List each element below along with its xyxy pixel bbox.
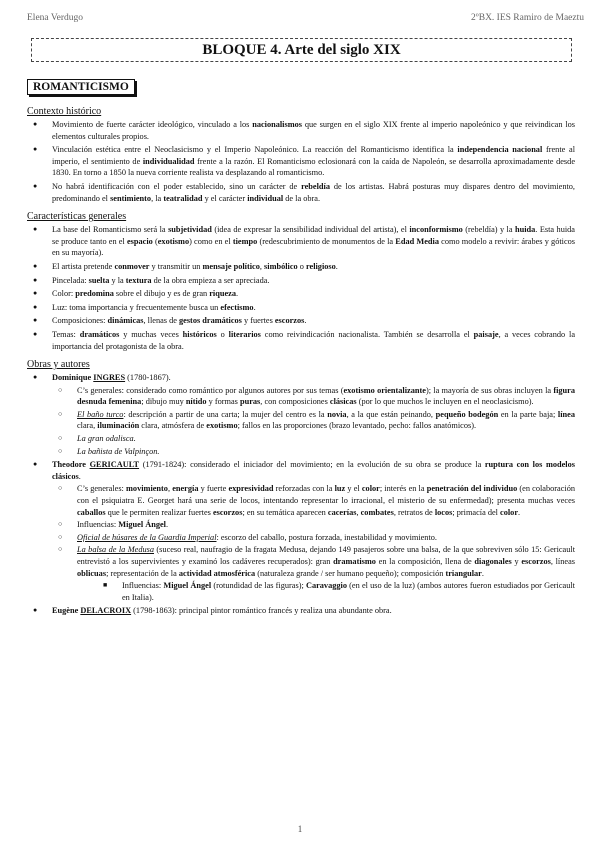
list-item: ● Pincelada: suelta y la textura de la obra empieza a ser apreciada.: [27, 275, 575, 287]
list-item: ○ La gran odalisca.: [52, 433, 575, 445]
list-item: ■ Influencias: Miguel Ángel (rotundidad de las figuras); Caravaggio (en el uso de la luz) (ambos autores fueron estudiados por Gericault en Italia).: [97, 580, 575, 603]
heading-obras: Obras y autores: [27, 359, 90, 371]
list-item: ○ La balsa de la Medusa (suceso real, naufragio de la fragata Medusa, dejando 149 pasajeros sobre una balsa, de la que sobreviven sólo 15: Gericault entrevistó a los supervivientes y examinó los cadáveres recuperados): gran dramatismo en la composición, llena de diagonales y escorzos, líneas oblicuas; representación de la actividad atmosférica (naturaleza grande / ser humano pequeño); composición triangular. ■ Influencias: Miguel Ángel (rotundidad de las figuras); Caravaggio (en el uso de la luz) (ambos autores fueron estudiados por Gericault en Italia).: [52, 544, 575, 603]
list-obras: [27, 372, 575, 617]
content: [27, 106, 575, 619]
list-item: ○ C’s generales: movimiento, energía y fuerte expresividad reforzadas con la luz y el color; interés en la penetración del individuo (en colaboración con el psiquiatra E. Georget hará una serie de locos, intentando representar lo irracional, el misterio de su enfermedad); presenta muchas veces caballos que le permiten realizar fuertes escorzos; en su temática aparecen cacerías, combates, retratos de locos; primacía del color.: [52, 483, 575, 518]
list-caracteristicas: [27, 224, 575, 352]
list-item: ● Color: predomina sobre el dibujo y es de gran riqueza.: [27, 288, 575, 300]
list-item: ● La base del Romanticismo será la subjetividad (idea de expresar la sensibilidad individual del artista), el inconformismo (rebeldía) y la huida. Esta huida se produce tanto en el espacio (exotismo) como en el tiempo (redescubrimiento de monumentos de la Edad Media como modelo a revivir: árabes y góticos en su mayoría).: [27, 224, 575, 259]
list-item: ○ El baño turco: descripción a partir de una carta; la mujer del centro es la novia, a la que están peinando, pequeño bodegón en la parte baja; línea clara, iluminación clara, atmósfera de exotismo; fallos en las proporciones (brazo levantado, pecho: fallos anatómicos).: [52, 409, 575, 432]
list-item: ○ Influencias: Miguel Ángel.: [52, 519, 575, 531]
list-item: ● El artista pretende conmover y transmitir un mensaje político, simbólico o religioso.: [27, 261, 575, 273]
list-contexto: [27, 119, 575, 204]
list-item: ● Composiciones: dinámicas, llenas de gestos dramáticos y fuertes escorzos.: [27, 315, 575, 327]
header-course: 2ºBX. IES Ramiro de Maeztu: [471, 13, 584, 23]
heading-caracteristicas: Características generales: [27, 211, 127, 223]
author-ingres: ● Dominique INGRES (1780-1867). ○ C’s generales: considerado como romántico por algunos autores por sus temas (exotismo orientalizante); la mayoría de sus obras incluyen la figura desnuda femenina; dibujo muy nítido y formas puras, con composiciones clásicas (por lo que muchos le incluyen en el neoclasicismo). ○ El baño turco: descripción a partir de una carta; la mujer del centro es la novia, a la que están peinando, pequeño bodegón en la parte baja; línea clara, iluminación clara, atmósfera de exotismo; fallos en las proporciones (brazo levantado, pecho: fallos anatómicos). ○ La gran odalisca. ○ La bañista de Valpinçon.: [27, 372, 575, 457]
list-item: ● Movimiento de fuerte carácter ideológico, vinculado a los nacionalismos que surgen en el siglo XIX frente al imperio napoleónico y que reivindican los elementos culturales propios.: [27, 119, 575, 142]
list-item: ● Vinculación estética entre el Neoclasicismo y el Imperio Napoleónico. La reacción del Romanticismo identifica la independencia nacional frente al imperio, el sentimiento de individualidad frente a la razón. El Romanticismo eclosionará con la caída de Napoleón, se desarrolla aproximadamente desde 1830. En torno a 1850 la nueva corriente realista va desplazando al romanticismo.: [27, 144, 575, 179]
header-author: Elena Verdugo: [27, 13, 84, 23]
list-item: ○ C’s generales: considerado como romántico por algunos autores por sus temas (exotismo orientalizante); la mayoría de sus obras incluyen la figura desnuda femenina; dibujo muy nítido y formas puras, con composiciones clásicas (por lo que muchos le incluyen en el neoclasicismo).: [52, 385, 575, 408]
list-item: ● Luz: toma importancia y frecuentemente busca un efectismo.: [27, 302, 575, 314]
heading-contexto: Contexto histórico: [27, 106, 102, 117]
list-item: ● Temas: dramáticos y muchas veces históricos o literarios como reivindicación nacionalista. También se desarrolla el paisaje, a veces cobrando la importancia del protagonista de la obra.: [27, 329, 575, 352]
author-gericault: ● Theodore GERICAULT (1791-1824): considerado el iniciador del movimiento; en la evolución de su obra se produce la ruptura con los modelos clásicos. ○ C’s generales: movimiento, energía y fuerte expresividad reforzadas con la luz y el color; interés en la penetración del individuo (en colaboración con el psiquiatra E. Georget hará una serie de locos, intentando representar lo irracional, el misterio de su enfermedad); presenta muchas veces caballos que le permiten realizar fuertes escorzos; en su temática aparecen cacerías, combates, retratos de locos; primacía del color. ○ Influencias: Miguel Ángel. ○ Oficial de húsares de la Guardia Imperial: escorzo del caballo, postura forzada, inestabilidad y movimiento. ○ La balsa de la Medusa (suceso real, naufragio de la fragata Medusa, dejando 149 pasajeros sobre una balsa, de la que sobreviven sólo 15: Gericault entrevistó a los supervivientes y examinó los cadáveres recuperados): gran dramatismo en la composición, llena de diagonales y escorzos, líneas oblicuas; representación de la actividad atmosférica (naturaleza grande / ser humano pequeño); composición triangular. ■ Influencias: Miguel Ángel (rotundidad de las figuras); Caravaggio (en el uso de la luz) (ambos autores fueron estudiados por Gericault en Italia).: [27, 459, 575, 603]
page-number: 1: [297, 824, 303, 834]
list-item: ● No habrá identificación con el poder establecido, sino un carácter de rebeldía de los artistas. Habrá posturas muy dispares dentro del movimiento, predominando el sentimiento, la teatralidad y el carácter individual de la obra.: [27, 181, 575, 204]
list-item: ○ La bañista de Valpinçon.: [52, 446, 575, 458]
page-title: BLOQUE 4. Arte del siglo XIX: [31, 38, 572, 62]
list-item: ○ Oficial de húsares de la Guardia Imperial: escorzo del caballo, postura forzada, inestabilidad y movimiento.: [52, 532, 575, 544]
author-delacroix: ● Eugène DELACROIX (1798-1863): principal pintor romántico francés y realiza una abundante obra.: [27, 605, 575, 617]
section-label: ROMANTICISMO: [27, 79, 135, 95]
